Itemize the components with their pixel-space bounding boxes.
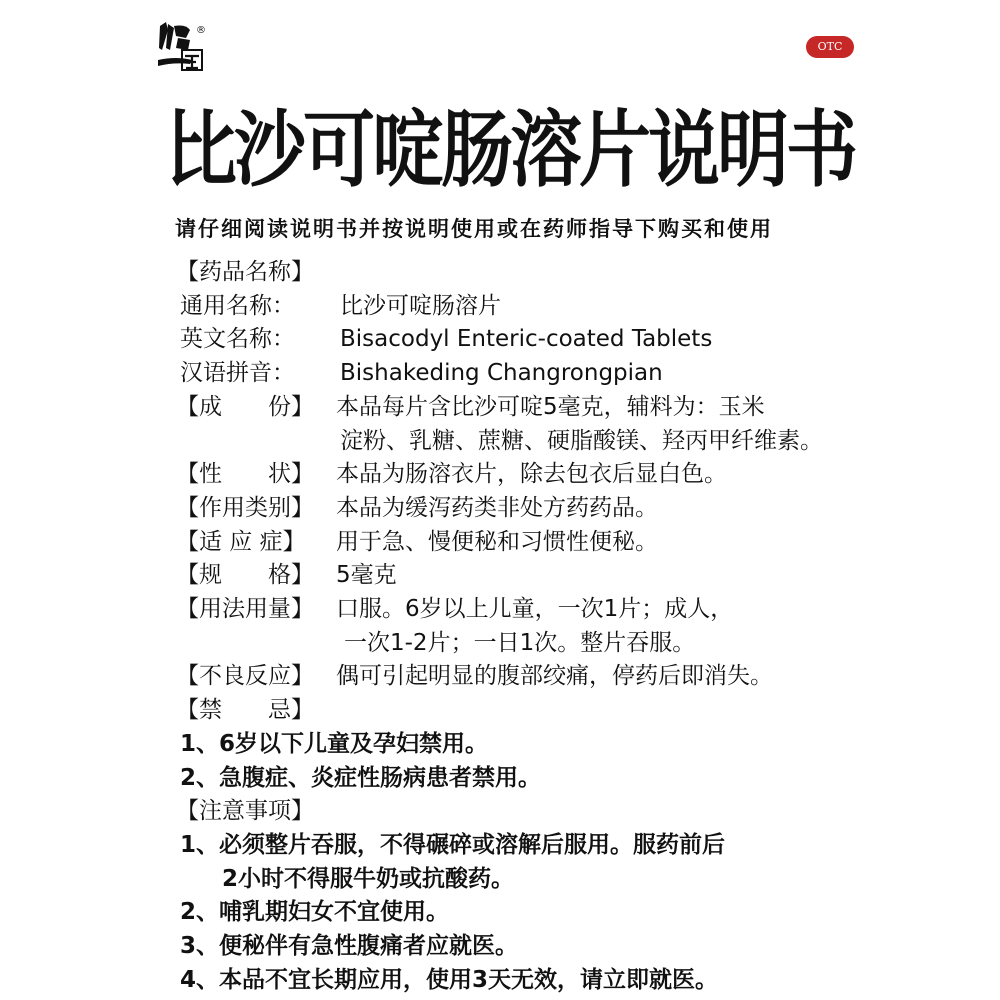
contraindication-item: 2、急腹症、炎症性肠病患者禁用。 xyxy=(180,764,542,791)
ingredients-row xyxy=(176,391,976,425)
generic-name-label: 通用名称： xyxy=(180,292,295,319)
specification-value: 5毫克 xyxy=(336,562,397,589)
adverse-label: 【不良反应】 xyxy=(176,663,314,690)
precaution-item-3: 3、便秘伴有急性腹痛者应就医。 xyxy=(180,933,519,960)
otc-badge: OTC xyxy=(806,36,854,58)
dosage-value-line2: 一次1-2片；一日1次。整片吞服。 xyxy=(344,629,696,656)
generic-name-value: 比沙可啶肠溶片 xyxy=(340,292,501,319)
english-name-value: Bisacodyl Enteric-coated Tablets xyxy=(340,326,713,353)
document-title: 比沙可啶肠溶片说明书 xyxy=(165,101,856,198)
document-subtitle: 请仔细阅读说明书并按说明使用或在药师指导下购买和使用 xyxy=(175,217,773,241)
generic-name-row xyxy=(176,290,976,324)
dosage-label: 【用法用量】 xyxy=(176,596,314,623)
appearance-value: 本品为肠溶衣片，除去包衣后显白色。 xyxy=(336,461,727,488)
pinyin-name-label: 汉语拼音： xyxy=(180,360,295,387)
dosage-value-line1: 口服。6岁以上儿童，一次1片；成人， xyxy=(336,596,734,623)
drug-name-heading: 【药品名称】 xyxy=(176,259,314,285)
indications-row xyxy=(176,526,976,560)
contraindication-item: 1、6岁以下儿童及孕妇禁用。 xyxy=(180,730,489,757)
category-value: 本品为缓泻药类非处方药药品。 xyxy=(336,494,658,521)
drug-name-heading-row xyxy=(176,256,976,290)
contraindications-heading-row xyxy=(176,694,976,728)
pinyin-name-row xyxy=(176,357,976,391)
indications-label: 【适 应 症】 xyxy=(176,528,306,555)
appearance-row xyxy=(176,458,976,492)
precaution-item-4: 4、本品不宜长期应用，使用3天无效，请立即就医。 xyxy=(180,966,719,993)
precautions-heading: 【注意事项】 xyxy=(176,798,314,825)
leaflet-body xyxy=(176,256,976,997)
appearance-label: 【性 状】 xyxy=(176,461,314,488)
precautions-heading-row xyxy=(176,795,976,829)
category-row xyxy=(176,492,976,526)
ingredients-label: 【成 份】 xyxy=(176,393,314,420)
specification-row xyxy=(176,559,976,593)
contraindications-heading: 【禁 忌】 xyxy=(176,697,314,724)
precaution-item-1-line1: 1、必须整片吞服，不得碾碎或溶解后服用。服药前后 xyxy=(180,831,726,858)
precaution-item-1-line2: 2小时不得服牛奶或抗酸药。 xyxy=(222,865,515,892)
adverse-value: 偶可引起明显的腹部绞痛，停药后即消失。 xyxy=(336,663,773,690)
precaution-item-2: 2、哺乳期妇女不宜使用。 xyxy=(180,899,450,926)
ingredients-value-line1: 本品每片含比沙可啶5毫克，辅料为：玉米 xyxy=(336,393,765,420)
english-name-label: 英文名称： xyxy=(180,326,295,353)
indications-value: 用于急、慢便秘和习惯性便秘。 xyxy=(336,528,658,555)
dosage-row xyxy=(176,593,976,627)
english-name-row xyxy=(176,323,976,357)
pinyin-name-value: Bishakeding Changrongpian xyxy=(340,360,663,387)
specification-label: 【规 格】 xyxy=(176,562,314,589)
ingredients-value-line2: 淀粉、乳糖、蔗糖、硬脂酸镁、羟丙甲纤维素。 xyxy=(340,427,823,454)
category-label: 【作用类别】 xyxy=(176,494,314,521)
registered-mark: ® xyxy=(196,25,206,36)
adverse-row xyxy=(176,660,976,694)
